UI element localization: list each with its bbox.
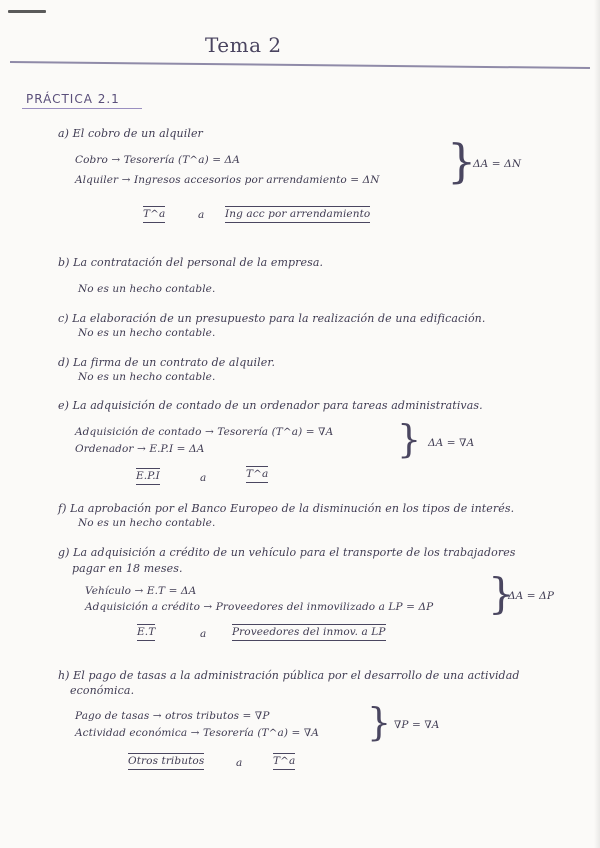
item-g-brace: } — [488, 569, 515, 618]
item-a-heading: a) El cobro de un alquiler — [58, 127, 203, 140]
item-h-heading-line1: h) El pago de tasas a la administración pública por el desarrollo de una actividad — [58, 669, 520, 682]
item-e-line1: Adquisición de contado → Tesorería (T^a) = ∇A — [75, 426, 334, 438]
item-a-summary-right: Ing acc por arrendamiento — [225, 206, 370, 223]
item-g-summary-right: Proveedores del inmov. a LP — [232, 624, 386, 641]
item-g-heading-line2: pagar en 18 meses. — [72, 562, 183, 575]
item-h-heading-line2: económica. — [70, 684, 135, 697]
item-e-heading: e) La adquisición de contado de un ordenador para tareas administrativas. — [58, 399, 483, 412]
item-h-result: ∇P = ∇A — [394, 719, 440, 731]
item-h-summary-left: Otros tributos — [128, 753, 204, 770]
item-f-heading: f) La aprobación por el Banco Europeo de la disminución en los tipos de interés. — [58, 502, 515, 515]
item-g-line1: Vehículo → E.T = ΔA — [85, 585, 197, 597]
scan-artifact — [8, 10, 46, 13]
item-e-line2: Ordenador → E.P.I = ΔA — [75, 443, 205, 455]
item-g-summary-left: E.T — [137, 624, 155, 641]
page-edge-shadow — [594, 0, 600, 848]
item-a-line2: Alquiler → Ingresos accesorios por arrendamiento = ΔN — [75, 174, 380, 186]
item-g-heading-line1: g) La adquisición a crédito de un vehículo para el transporte de los trabajadores — [58, 546, 516, 559]
item-h-line2: Actividad económica → Tesorería (T^a) = ∇A — [75, 727, 319, 739]
item-h-summary-mid: a — [236, 757, 243, 769]
item-a-summary-mid: a — [198, 209, 205, 221]
item-a-brace: } — [447, 134, 477, 188]
item-g-result: ΔA = ΔP — [508, 590, 554, 602]
item-a-summary-left: T^a — [143, 206, 165, 223]
item-h-line1: Pago de tasas → otros tributos = ∇P — [75, 710, 270, 722]
item-d-heading: d) La firma de un contrato de alquiler. — [58, 356, 276, 369]
practice-underline — [22, 108, 142, 109]
item-h-brace: } — [367, 700, 392, 744]
item-b-heading: b) La contratación del personal de la empresa. — [58, 256, 324, 269]
item-g-line2: Adquisición a crédito → Proveedores del inmovilizado a LP = ΔP — [85, 601, 434, 613]
item-d-line1: No es un hecho contable. — [78, 371, 216, 383]
item-e-summary-mid: a — [200, 472, 207, 484]
item-e-summary-left: E.P.I — [136, 468, 160, 485]
item-h-summary-right: T^a — [273, 753, 295, 770]
item-a-result: ΔA = ΔN — [473, 158, 522, 170]
item-c-heading: c) La elaboración de un presupuesto para la realización de una edificación. — [58, 312, 486, 325]
item-e-result: ΔA = ∇A — [428, 437, 475, 449]
item-e-summary-right: T^a — [246, 466, 268, 483]
practice-label: PRÁCTICA 2.1 — [26, 92, 120, 106]
item-c-line1: No es un hecho contable. — [78, 327, 216, 339]
title-separator-line — [10, 61, 590, 69]
item-e-brace: } — [397, 417, 422, 461]
item-a-line1: Cobro → Tesorería (T^a) = ΔA — [75, 154, 240, 166]
page-title: Tema 2 — [205, 33, 282, 57]
item-g-summary-mid: a — [200, 628, 207, 640]
item-b-line1: No es un hecho contable. — [78, 283, 216, 295]
item-f-line1: No es un hecho contable. — [78, 517, 216, 529]
